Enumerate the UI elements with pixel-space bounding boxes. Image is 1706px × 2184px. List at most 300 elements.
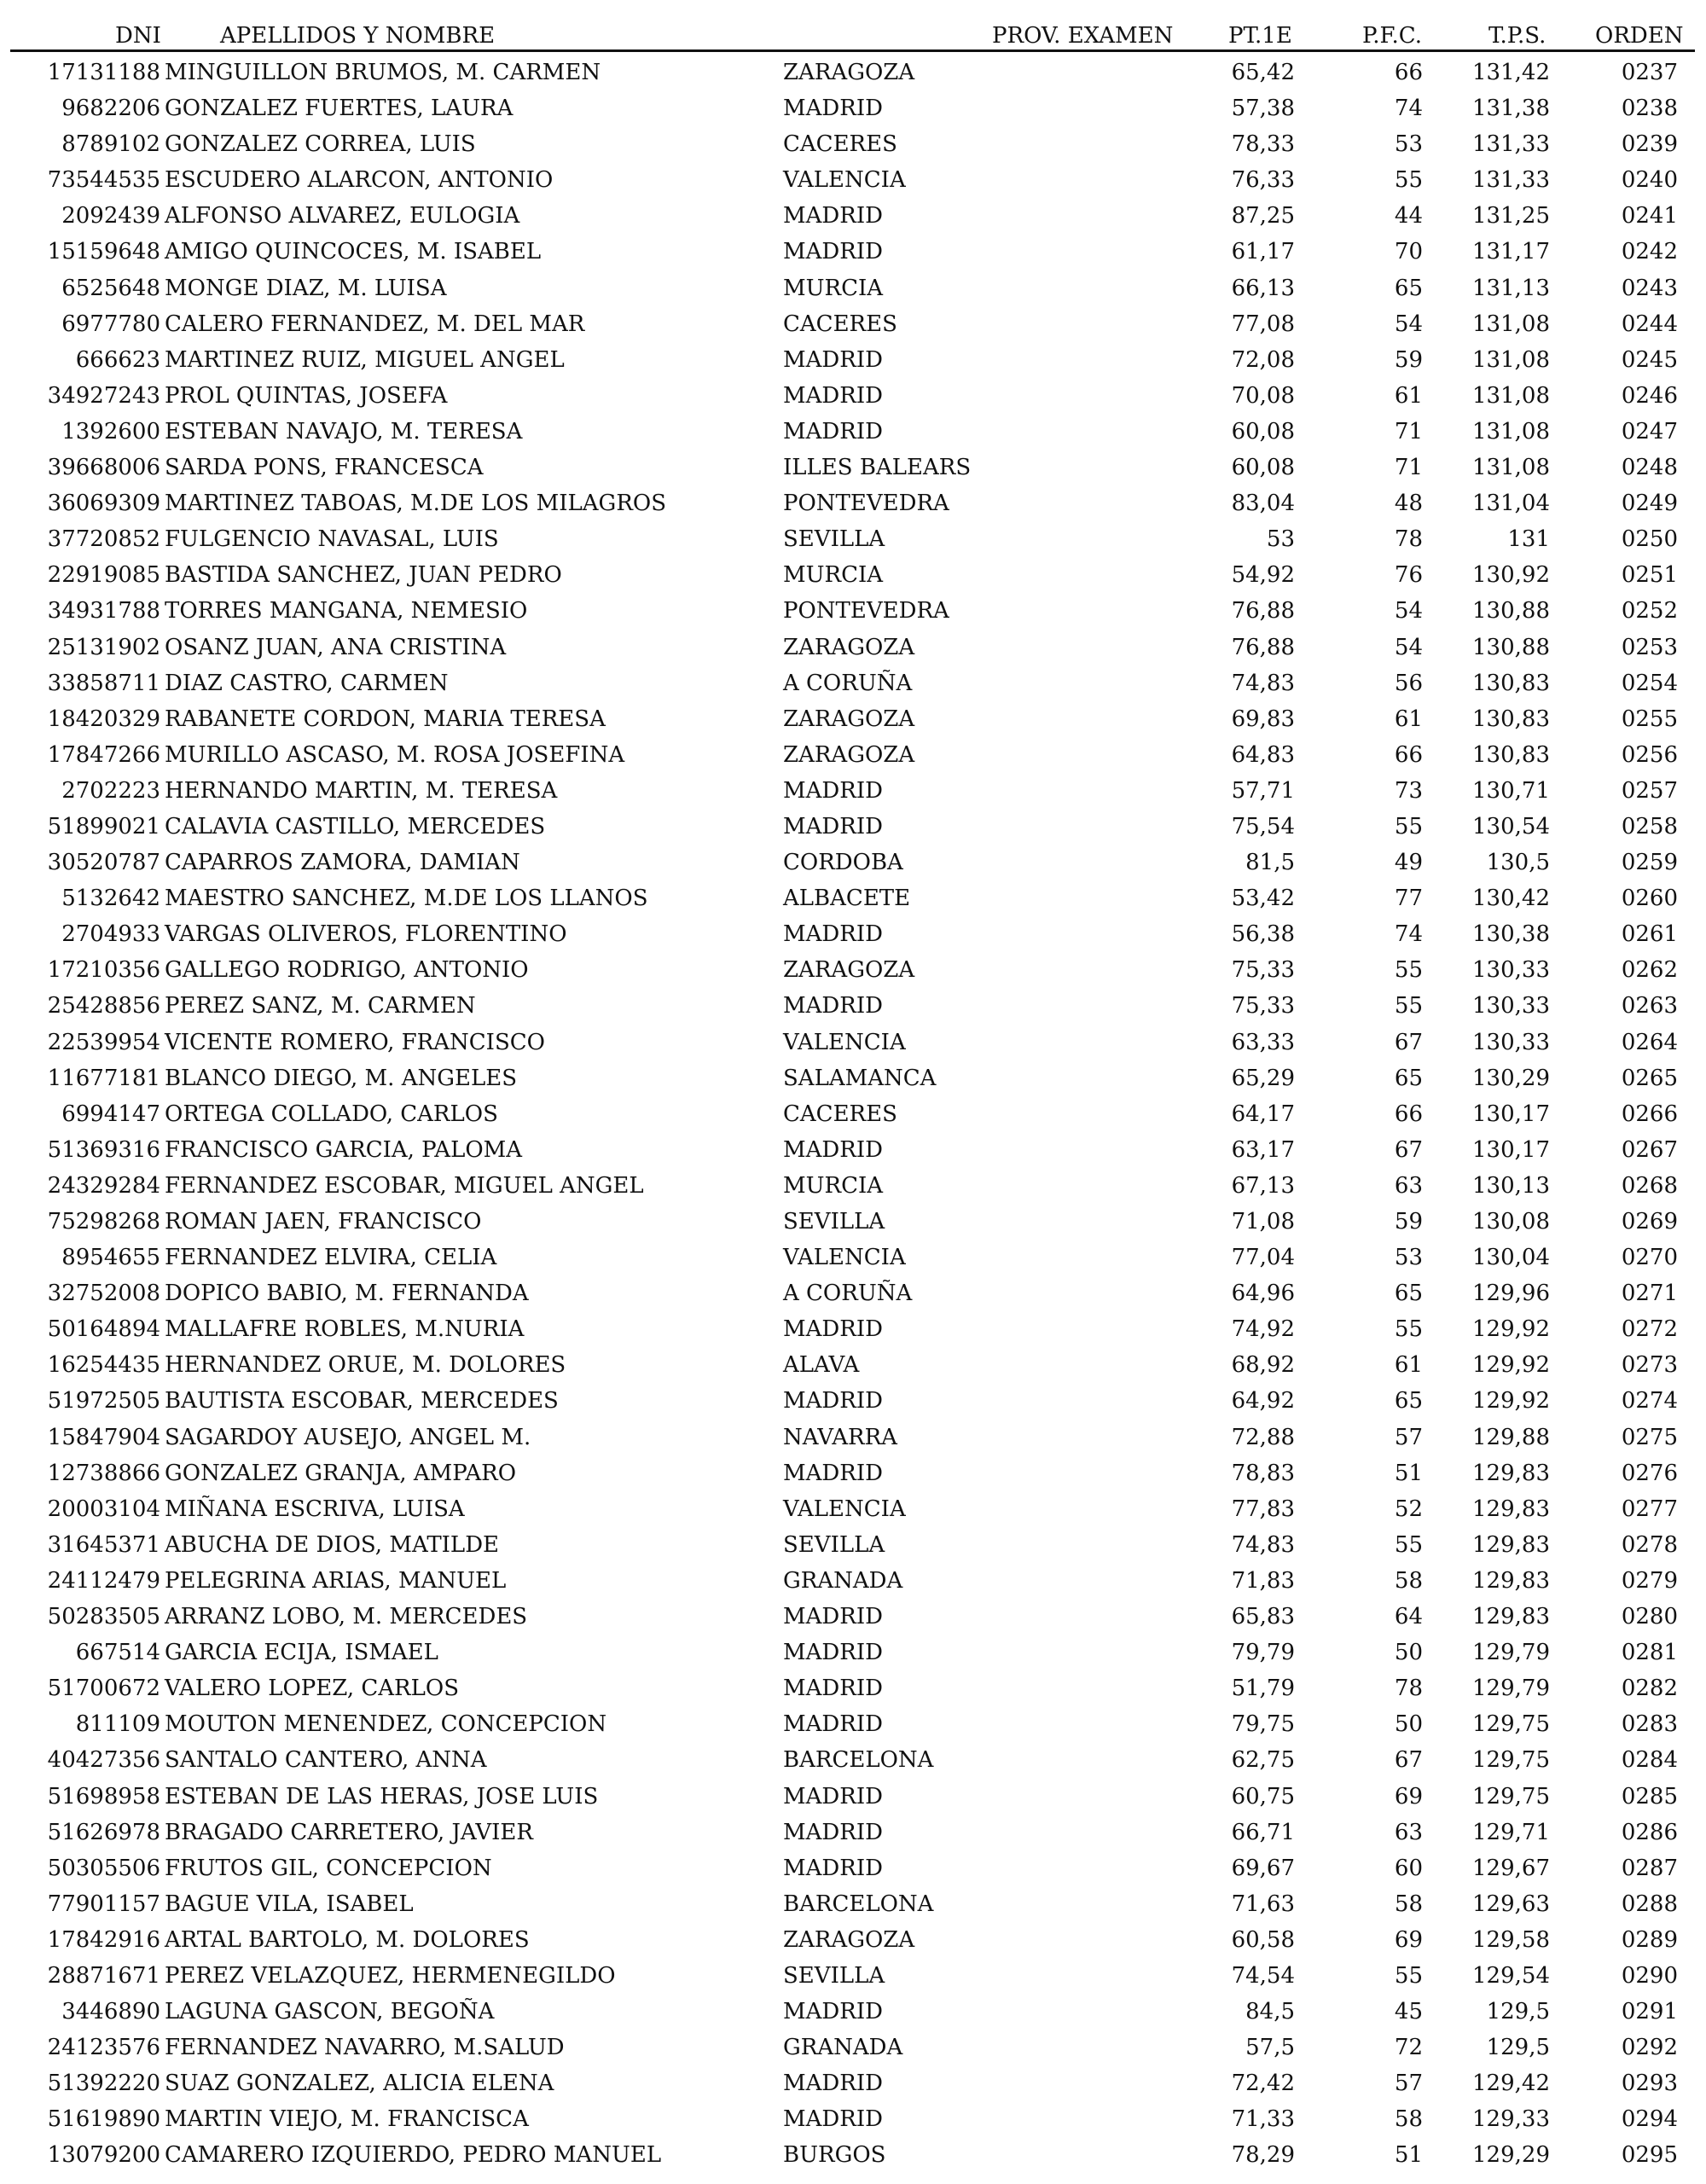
cell-orden: 0245 [1621,346,1678,373]
table-row [0,773,1706,809]
cell-pt1e: 75,33 [1231,957,1295,984]
cell-orden: 0240 [1621,167,1678,194]
cell-pfc: 65 [1394,1388,1423,1414]
cell-orden: 0262 [1621,957,1678,984]
cell-prov: BARCELONA [783,1747,934,1774]
cell-prov: CACERES [783,131,897,158]
table-row [0,1275,1706,1311]
cell-pfc: 54 [1394,598,1423,624]
cell-pt1e: 74,83 [1231,670,1295,696]
cell-pt1e: 72,88 [1231,1424,1295,1450]
cell-name: MURILLO ASCASO, M. ROSA JOSEFINA [165,741,625,768]
cell-pt1e: 60,08 [1231,418,1295,444]
cell-tps: 131,42 [1472,60,1550,85]
cell-name: VALERO LOPEZ, CARLOS [165,1676,460,1702]
cell-dni: 17842916 [47,1926,160,1953]
cell-dni: 5132642 [61,886,160,912]
cell-name: MONGE DIAZ, M. LUISA [165,275,447,301]
cell-pfc: 67 [1394,1136,1423,1163]
cell-pt1e: 60,58 [1231,1926,1295,1953]
cell-prov: ZARAGOZA [783,957,915,984]
cell-prov: MADRID [783,1640,883,1666]
cell-pfc: 55 [1394,957,1423,984]
cell-orden: 0252 [1621,598,1678,624]
table-row [0,198,1706,234]
cell-pfc: 51 [1394,1460,1423,1486]
cell-pt1e: 87,25 [1231,203,1295,229]
cell-prov: SEVILLA [783,1209,885,1234]
cell-pfc: 55 [1394,813,1423,839]
cell-pt1e: 64,17 [1231,1101,1295,1127]
cell-orden: 0261 [1621,921,1678,948]
cell-tps: 129,79 [1472,1676,1550,1702]
cell-name: FERNANDEZ NAVARRO, M.SALUD [165,2035,565,2061]
cell-prov: MADRID [783,1855,883,1881]
cell-dni: 18420329 [47,706,160,732]
table-row [0,1599,1706,1635]
cell-pt1e: 70,08 [1231,382,1295,409]
cell-pfc: 61 [1394,706,1423,732]
cell-dni: 50164894 [47,1316,160,1343]
header-pfc: P.F.C. [1362,23,1422,49]
cell-tps: 130,88 [1472,598,1550,624]
cell-pt1e: 83,04 [1231,491,1295,517]
cell-pt1e: 84,5 [1245,1999,1295,2025]
cell-name: CAPARROS ZAMORA, DAMIAN [165,850,520,876]
cell-prov: SALAMANCA [783,1065,937,1091]
cell-tps: 131,33 [1472,167,1550,194]
cell-pfc: 78 [1394,1676,1423,1702]
cell-prov: CACERES [783,311,897,337]
cell-name: BAGUE VILA, ISABEL [165,1891,414,1917]
table-row [0,270,1706,306]
cell-pfc: 59 [1394,346,1423,373]
table-row [0,162,1706,198]
cell-pfc: 55 [1394,1962,1423,1989]
cell-pfc: 51 [1394,2142,1423,2169]
cell-prov: BURGOS [783,2142,886,2169]
cell-prov: VALENCIA [783,1029,906,1055]
cell-prov: MADRID [783,418,883,444]
cell-orden: 0289 [1621,1926,1678,1953]
cell-name: SUAZ GONZALEZ, ALICIA ELENA [165,2071,554,2097]
cell-pt1e: 74,83 [1231,1531,1295,1558]
cell-prov: CACERES [783,1101,897,1127]
cell-dni: 22539954 [47,1029,160,1055]
cell-prov: MURCIA [783,275,884,301]
cell-prov: MADRID [783,2071,883,2097]
cell-name: CAMARERO IZQUIERDO, PEDRO MANUEL [165,2142,662,2169]
cell-orden: 0242 [1621,239,1678,265]
cell-name: VICENTE ROMERO, FRANCISCO [165,1029,545,1055]
cell-tps: 131,33 [1472,131,1550,158]
cell-tps: 131,08 [1472,418,1550,444]
cell-orden: 0237 [1621,60,1678,85]
table-row [0,988,1706,1024]
cell-dni: 9682206 [61,96,160,122]
cell-prov: ZARAGOZA [783,706,915,732]
cell-pt1e: 71,83 [1231,1567,1295,1594]
table-row [0,1096,1706,1132]
cell-pt1e: 72,08 [1231,346,1295,373]
cell-pfc: 73 [1394,777,1423,804]
cell-pt1e: 75,54 [1231,813,1295,839]
cell-name: MALLAFRE ROBLES, M.NURIA [165,1316,525,1343]
cell-name: OSANZ JUAN, ANA CRISTINA [165,634,507,660]
table-row [0,1742,1706,1778]
cell-pfc: 45 [1394,1999,1423,2025]
cell-tps: 129,83 [1472,1496,1550,1522]
table-row [0,342,1706,378]
cell-dni: 17847266 [47,741,160,768]
cell-pt1e: 75,33 [1231,993,1295,1019]
cell-dni: 15847904 [47,1424,160,1450]
cell-name: GONZALEZ GRANJA, AMPARO [165,1460,517,1486]
cell-orden: 0270 [1621,1245,1678,1271]
cell-pfc: 59 [1394,1209,1423,1234]
cell-orden: 0287 [1621,1855,1678,1881]
cell-orden: 0275 [1621,1424,1678,1450]
cell-tps: 130,83 [1472,741,1550,768]
table-row [0,378,1706,414]
table-row [0,593,1706,629]
cell-tps: 130,42 [1472,886,1550,912]
cell-dni: 40427356 [47,1747,160,1774]
cell-name: GALLEGO RODRIGO, ANTONIO [165,957,529,984]
cell-orden: 0286 [1621,1819,1678,1845]
cell-tps: 129,83 [1472,1567,1550,1594]
cell-name: SAGARDOY AUSEJO, ANGEL M. [165,1424,531,1450]
cell-dni: 667514 [75,1640,160,1666]
cell-pt1e: 79,79 [1231,1640,1295,1666]
cell-orden: 0255 [1621,706,1678,732]
cell-dni: 30520787 [47,850,160,876]
cell-name: ABUCHA DE DIOS, MATILDE [165,1531,500,1558]
table-row [0,1311,1706,1347]
cell-prov: MADRID [783,1136,883,1163]
cell-tps: 129,75 [1472,1711,1550,1738]
cell-pfc: 55 [1394,167,1423,194]
cell-orden: 0258 [1621,813,1678,839]
cell-pfc: 70 [1394,239,1423,265]
cell-name: GARCIA ECIJA, ISMAEL [165,1640,438,1666]
cell-prov: MADRID [783,346,883,373]
cell-dni: 25131902 [47,634,160,660]
table-row [0,414,1706,450]
table-row [0,1527,1706,1563]
cell-orden: 0246 [1621,382,1678,409]
cell-dni: 24329284 [47,1172,160,1199]
cell-tps: 130,54 [1472,813,1550,839]
table-row [0,1815,1706,1850]
cell-dni: 25428856 [47,993,160,1019]
cell-pt1e: 78,83 [1231,1460,1295,1486]
cell-tps: 129,71 [1472,1819,1550,1845]
cell-pfc: 49 [1394,850,1423,876]
cell-prov: VALENCIA [783,1245,906,1271]
cell-tps: 130,29 [1472,1065,1550,1091]
table-row [0,1168,1706,1204]
cell-name: FERNANDEZ ESCOBAR, MIGUEL ANGEL [165,1172,644,1199]
cell-dni: 37720852 [47,526,160,553]
table-row [0,1958,1706,1994]
cell-dni: 50305506 [47,1855,160,1881]
cell-dni: 15159648 [47,239,160,265]
cell-pt1e: 56,38 [1231,921,1295,948]
cell-pfc: 63 [1394,1819,1423,1845]
cell-prov: ZARAGOZA [783,1926,915,1953]
cell-name: BASTIDA SANCHEZ, JUAN PEDRO [165,562,562,589]
cell-prov: MADRID [783,1783,883,1809]
cell-pt1e: 76,33 [1231,167,1295,194]
cell-pfc: 66 [1394,1101,1423,1127]
cell-tps: 129,33 [1472,2106,1550,2133]
table-row [0,1670,1706,1706]
cell-tps: 129,75 [1472,1747,1550,1774]
table-row [0,450,1706,485]
cell-name: PEREZ SANZ, M. CARMEN [165,993,476,1019]
cell-orden: 0251 [1621,562,1678,589]
cell-name: BAUTISTA ESCOBAR, MERCEDES [165,1388,559,1414]
cell-orden: 0279 [1621,1567,1678,1594]
table-row [0,2065,1706,2101]
table-row [0,1347,1706,1383]
cell-name: MAESTRO SANCHEZ, M.DE LOS LLANOS [165,886,648,912]
cell-tps: 130,17 [1472,1101,1550,1127]
cell-pfc: 65 [1394,1281,1423,1307]
cell-dni: 73544535 [47,167,160,194]
cell-tps: 129,29 [1472,2142,1550,2169]
cell-pt1e: 64,83 [1231,741,1295,768]
cell-name: FRUTOS GIL, CONCEPCION [165,1855,492,1881]
cell-dni: 24123576 [47,2035,160,2061]
cell-dni: 6977780 [61,311,160,337]
cell-pfc: 57 [1394,2071,1423,2097]
cell-pfc: 61 [1394,382,1423,409]
cell-prov: VALENCIA [783,167,906,194]
cell-name: SARDA PONS, FRANCESCA [165,455,484,481]
cell-pt1e: 77,83 [1231,1496,1295,1522]
table-row [0,665,1706,701]
cell-pt1e: 77,08 [1231,311,1295,337]
cell-prov: CORDOBA [783,850,903,876]
cell-pt1e: 74,92 [1231,1316,1295,1343]
cell-prov: MADRID [783,813,883,839]
cell-tps: 129,54 [1472,1962,1550,1989]
cell-pt1e: 65,29 [1231,1065,1295,1091]
cell-name: ROMAN JAEN, FRANCISCO [165,1209,482,1234]
cell-name: SANTALO CANTERO, ANNA [165,1747,487,1774]
cell-prov: MURCIA [783,562,884,589]
cell-dni: 51899021 [47,813,160,839]
cell-pt1e: 78,33 [1231,131,1295,158]
cell-pfc: 69 [1394,1783,1423,1809]
cell-orden: 0244 [1621,311,1678,337]
header-tps: T.P.S. [1488,23,1546,49]
cell-pt1e: 67,13 [1231,1172,1295,1199]
cell-dni: 51392220 [47,2071,160,2097]
cell-prov: MADRID [783,203,883,229]
cell-dni: 51626978 [47,1819,160,1845]
cell-name: HERNANDO MARTIN, M. TERESA [165,777,558,804]
table-row [0,521,1706,557]
cell-tps: 130,5 [1486,850,1550,876]
table-row [0,630,1706,665]
cell-orden: 0278 [1621,1531,1678,1558]
cell-name: MARTIN VIEJO, M. FRANCISCA [165,2106,529,2133]
cell-orden: 0265 [1621,1065,1678,1091]
header-orden: ORDEN [1595,23,1684,49]
cell-name: GONZALEZ CORREA, LUIS [165,131,476,158]
cell-orden: 0263 [1621,993,1678,1019]
cell-dni: 51369316 [47,1136,160,1163]
cell-pfc: 63 [1394,1172,1423,1199]
table-row [0,737,1706,773]
table-row [0,1240,1706,1275]
table-row [0,1060,1706,1096]
cell-name: RABANETE CORDON, MARIA TERESA [165,706,606,732]
cell-name: GONZALEZ FUERTES, LAURA [165,96,514,122]
cell-tps: 129,96 [1472,1281,1550,1307]
cell-orden: 0257 [1621,777,1678,804]
cell-orden: 0266 [1621,1101,1678,1127]
cell-pt1e: 65,42 [1231,60,1295,85]
cell-pfc: 69 [1394,1926,1423,1953]
cell-orden: 0247 [1621,418,1678,444]
cell-pfc: 56 [1394,670,1423,696]
table-row [0,2101,1706,2137]
cell-orden: 0248 [1621,455,1678,481]
cell-orden: 0276 [1621,1460,1678,1486]
cell-pt1e: 77,04 [1231,1245,1295,1271]
cell-dni: 33858711 [47,670,160,696]
table-row [0,126,1706,162]
cell-name: LAGUNA GASCON, BEGOÑA [165,1999,495,2025]
cell-dni: 36069309 [47,491,160,517]
cell-pt1e: 76,88 [1231,598,1295,624]
table-row [0,952,1706,988]
cell-prov: MADRID [783,1460,883,1486]
cell-prov: ALAVA [783,1352,860,1379]
table-row [0,916,1706,952]
cell-pfc: 65 [1394,275,1423,301]
cell-dni: 2702223 [61,777,160,804]
cell-pfc: 66 [1394,741,1423,768]
cell-pfc: 53 [1394,1245,1423,1271]
cell-tps: 131,08 [1472,382,1550,409]
cell-orden: 0253 [1621,634,1678,660]
cell-pfc: 67 [1394,1747,1423,1774]
cell-pfc: 52 [1394,1496,1423,1522]
cell-name: CALERO FERNANDEZ, M. DEL MAR [165,311,585,337]
cell-pt1e: 57,5 [1245,2035,1295,2061]
cell-name: MIÑANA ESCRIVA, LUISA [165,1496,465,1522]
cell-pt1e: 62,75 [1231,1747,1295,1774]
table-row [0,306,1706,342]
cell-tps: 131,08 [1472,455,1550,481]
cell-pt1e: 54,92 [1231,562,1295,589]
cell-prov: GRANADA [783,1567,903,1594]
cell-tps: 129,83 [1472,1604,1550,1630]
cell-prov: PONTEVEDRA [783,491,949,517]
cell-pfc: 54 [1394,311,1423,337]
table-row [0,55,1706,90]
table-row [0,880,1706,916]
cell-dni: 1392600 [61,418,160,444]
table-row [0,1779,1706,1815]
table-row [0,1383,1706,1419]
cell-prov: MADRID [783,993,883,1019]
cell-pt1e: 66,13 [1231,275,1295,301]
table-row [0,90,1706,126]
cell-orden: 0249 [1621,491,1678,517]
cell-dni: 16254435 [47,1352,160,1379]
cell-pt1e: 69,83 [1231,706,1295,732]
cell-tps: 129,92 [1472,1388,1550,1414]
table-row [0,809,1706,845]
cell-tps: 129,5 [1486,1999,1550,2025]
table-row [0,1850,1706,1886]
cell-prov: BARCELONA [783,1891,934,1917]
cell-orden: 0238 [1621,96,1678,122]
cell-orden: 0290 [1621,1962,1678,1989]
cell-name: ARRANZ LOBO, M. MERCEDES [165,1604,528,1630]
cell-pfc: 76 [1394,562,1423,589]
table-row [0,1420,1706,1455]
cell-prov: MADRID [783,1676,883,1702]
cell-dni: 8789102 [61,131,160,158]
cell-prov: ZARAGOZA [783,634,915,660]
table-row [0,1132,1706,1168]
cell-orden: 0271 [1621,1281,1678,1307]
cell-orden: 0250 [1621,526,1678,553]
cell-pt1e: 72,42 [1231,2071,1295,2097]
cell-pfc: 58 [1394,1891,1423,1917]
cell-pt1e: 69,67 [1231,1855,1295,1881]
cell-name: FULGENCIO NAVASAL, LUIS [165,526,499,553]
cell-orden: 0284 [1621,1747,1678,1774]
cell-pt1e: 79,75 [1231,1711,1295,1738]
cell-pfc: 57 [1394,1424,1423,1450]
cell-name: DOPICO BABIO, M. FERNANDA [165,1281,529,1307]
cell-orden: 0259 [1621,850,1678,876]
cell-name: VARGAS OLIVEROS, FLORENTINO [165,921,567,948]
cell-orden: 0295 [1621,2142,1678,2169]
cell-pt1e: 71,08 [1231,1209,1295,1234]
cell-tps: 131,17 [1472,239,1550,265]
cell-tps: 129,5 [1486,2035,1550,2061]
cell-dni: 17131188 [47,60,160,85]
cell-name: ESTEBAN DE LAS HERAS, JOSE LUIS [165,1783,599,1809]
cell-pfc: 58 [1394,2106,1423,2133]
cell-orden: 0291 [1621,1999,1678,2025]
cell-prov: MADRID [783,921,883,948]
cell-tps: 130,83 [1472,706,1550,732]
cell-orden: 0282 [1621,1676,1678,1702]
cell-orden: 0269 [1621,1209,1678,1234]
cell-dni: 2092439 [61,203,160,229]
cell-pt1e: 74,54 [1231,1962,1295,1989]
cell-orden: 0273 [1621,1352,1678,1379]
cell-prov: MADRID [783,2106,883,2133]
table-row [0,1491,1706,1527]
cell-pt1e: 63,33 [1231,1029,1295,1055]
cell-tps: 129,79 [1472,1640,1550,1666]
cell-tps: 130,08 [1472,1209,1550,1234]
cell-orden: 0294 [1621,2106,1678,2133]
cell-tps: 130,17 [1472,1136,1550,1163]
cell-dni: 8954655 [61,1245,160,1271]
